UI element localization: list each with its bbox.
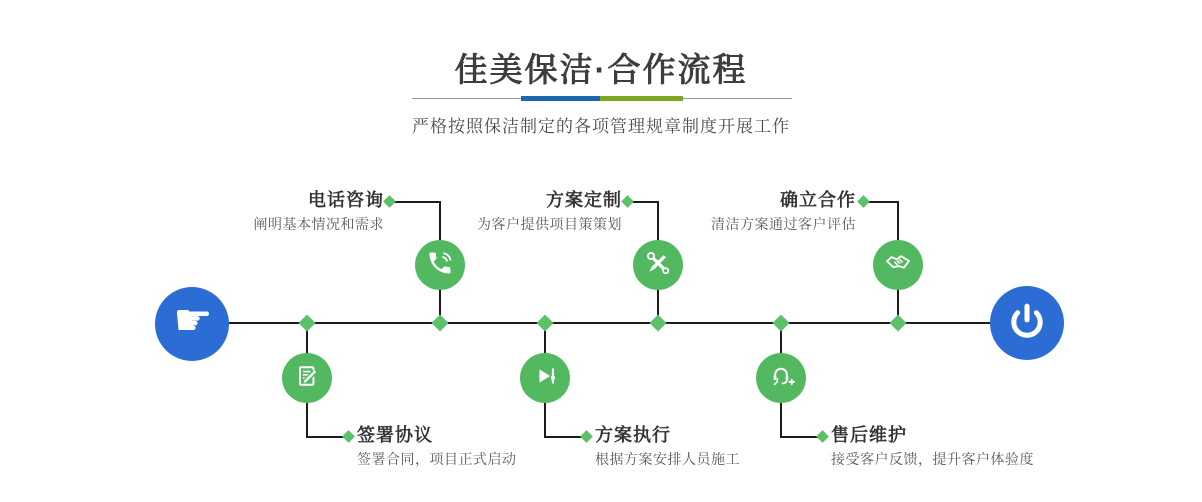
power-icon — [1005, 299, 1049, 348]
step-node-execute — [520, 353, 570, 403]
step-title: 电话咨询 — [308, 190, 384, 210]
junction-diamond — [650, 315, 667, 332]
page-title: 佳美保洁·合作流程 — [454, 51, 748, 88]
step-title: 方案定制 — [546, 190, 622, 210]
divider-blue-segment — [521, 96, 600, 101]
handshake-icon — [884, 249, 912, 282]
step-desc: 阐明基本情况和需求 — [253, 216, 384, 232]
step-node-support — [756, 353, 806, 403]
divider-green-segment — [600, 96, 683, 101]
step-label-support — [831, 425, 1111, 468]
step-title: 方案执行 — [595, 425, 671, 445]
page-subtitle: 严格按照保洁制定的各项管理规章制度开展工作 — [412, 117, 790, 136]
step-title: 确立合作 — [780, 190, 856, 210]
step-label-execute — [595, 425, 855, 468]
junction-diamond — [537, 315, 554, 332]
contract-pen-icon — [293, 362, 321, 395]
pointing-hand-icon: ☛ — [173, 296, 213, 345]
step-node-handshake — [873, 240, 923, 290]
step-node-contract — [282, 353, 332, 403]
junction-diamond — [432, 315, 449, 332]
start-node — [155, 287, 229, 361]
title-divider — [412, 96, 792, 101]
step-desc: 签署合同，项目正式启动 — [357, 451, 517, 467]
label-diamond — [342, 430, 355, 443]
design-tools-icon — [644, 249, 672, 282]
junction-diamond — [299, 315, 316, 332]
step-title: 签署协议 — [357, 425, 433, 445]
step-node-design — [633, 240, 683, 290]
step-title: 售后维护 — [831, 425, 907, 445]
step-label-handshake — [596, 190, 856, 233]
junction-diamond — [773, 315, 790, 332]
play-execute-icon — [531, 362, 559, 395]
step-desc: 清洁方案通过客户评估 — [711, 216, 856, 232]
label-diamond — [857, 195, 870, 208]
junction-diamond — [890, 315, 907, 332]
step-node-phone — [415, 240, 465, 290]
step-desc: 根据方案安排人员施工 — [595, 451, 740, 467]
headset-plus-icon — [767, 362, 795, 395]
step-label-phone — [124, 190, 384, 233]
step-label-design — [362, 190, 622, 233]
step-label-contract — [357, 425, 617, 468]
phone-icon — [426, 249, 454, 282]
step-desc: 为客户提供项目策策划 — [477, 216, 622, 232]
end-node — [990, 286, 1064, 360]
step-desc: 接受客户反馈，提升客户体验度 — [831, 451, 1034, 467]
